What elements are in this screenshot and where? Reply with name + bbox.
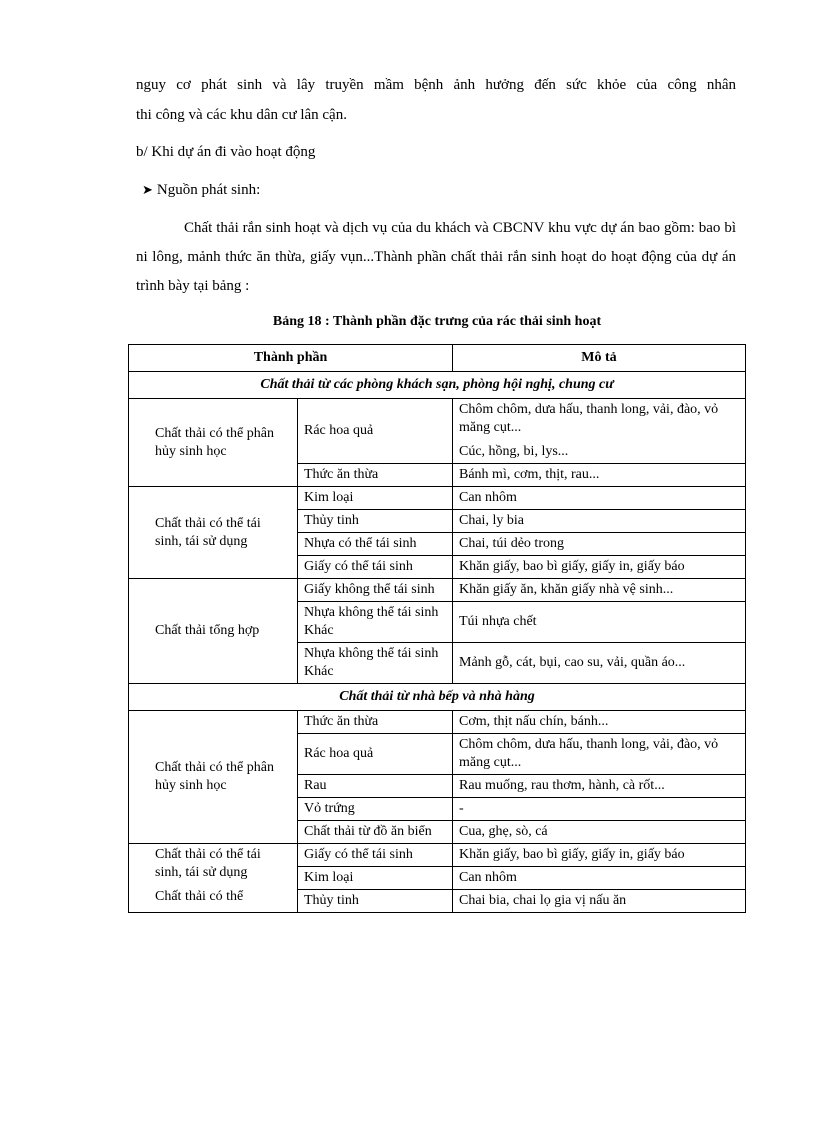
desc-cell: Can nhôm — [453, 867, 746, 890]
body-paragraph-text: Chất thải rắn sinh hoạt và dịch vụ của du khách và CBCNV khu vực dự án bao gồm: bao bì ni lông, mảnh thức ăn thừa, giấy vụn...Thành phần chất thải rắn sinh hoạt do hoạt động của dự án trình bày tại bảng : — [136, 220, 736, 294]
desc-cell: Túi nhựa chết — [453, 602, 746, 643]
group-cell: Chất thải có thể tái sinh, tái sử dụng — [129, 487, 298, 579]
bullet-heading-text: Nguồn phát sinh: — [156, 182, 261, 198]
item-cell: Kim loại — [298, 867, 453, 890]
section-row — [129, 684, 746, 711]
section-title: Chất thải từ nhà bếp và nhà hàng — [129, 684, 746, 711]
item-cell: Thức ăn thừa — [298, 711, 453, 734]
table-caption: Bảng 18 : Thành phần đặc trưng của rác thải sinh hoạt — [272, 314, 602, 329]
group-cell: Chất thải có thể phân hủy sinh học — [129, 399, 298, 487]
table-header-row — [129, 345, 746, 372]
item-cell: Rau — [298, 775, 453, 798]
group-cell — [129, 844, 298, 913]
desc-cell: Chai bia, chai lọ gia vị nấu ăn — [453, 890, 746, 913]
item-cell: Rác hoa quả — [298, 734, 453, 775]
item-cell: Giấy có thể tái sinh — [298, 556, 453, 579]
table-row — [129, 399, 746, 464]
desc-cell: Mảnh gỗ, cát, bụi, cao su, vải, quần áo... — [453, 643, 746, 684]
item-cell: Giấy không thể tái sinh — [298, 579, 453, 602]
item-cell: Nhựa không thể tái sinh Khác — [298, 602, 453, 643]
desc-text: Chôm chôm, dưa hấu, thanh long, vải, đào, vỏ măng cụt... — [459, 402, 719, 435]
waste-composition-table — [128, 344, 746, 913]
desc-cell: Bánh mì, cơm, thịt, rau... — [453, 464, 746, 487]
item-cell: Thức ăn thừa — [298, 464, 453, 487]
section-heading: b/ Khi dự án đi vào hoạt động — [136, 144, 316, 160]
item-cell: Giấy có thể tái sinh — [298, 844, 453, 867]
bullet-heading — [142, 175, 260, 205]
desc-cell: - — [453, 798, 746, 821]
group-cell: Chất thải tổng hợp — [129, 579, 298, 684]
section-row — [129, 372, 746, 399]
desc-cell: Cơm, thịt nấu chín, bánh... — [453, 711, 746, 734]
item-cell: Kim loại — [298, 487, 453, 510]
desc-cell: Cua, ghẹ, sò, cá — [453, 821, 746, 844]
arrow-bullet-icon: ➤ — [142, 182, 153, 197]
table-row — [129, 844, 746, 867]
section-title: Chất thải từ các phòng khách sạn, phòng hội nghị, chung cư — [129, 372, 746, 399]
item-cell: Thủy tinh — [298, 890, 453, 913]
desc-cell: Rau muống, rau thơm, hành, cà rốt... — [453, 775, 746, 798]
table-row — [129, 579, 746, 602]
item-cell: Nhựa có thể tái sinh — [298, 533, 453, 556]
item-cell: Nhựa không thể tái sinh Khác — [298, 643, 453, 684]
group-cell: Chất thải có thể phân hủy sinh học — [129, 711, 298, 844]
item-cell: Rác hoa quả — [298, 399, 453, 464]
header-component: Thành phần — [129, 345, 453, 372]
table-row — [129, 487, 746, 510]
body-paragraph-line: thi công và các khu dân cư lân cận. — [136, 107, 347, 123]
body-paragraph-line: nguy cơ phát sinh và lây truyền mầm bệnh ảnh hưởng đến sức khỏe của công nhân — [136, 77, 736, 93]
header-description: Mô tả — [453, 345, 746, 372]
item-cell: Vỏ trứng — [298, 798, 453, 821]
desc-cell: Khăn giấy, bao bì giấy, giấy in, giấy báo — [453, 844, 746, 867]
desc-cell: Chai, túi dẻo trong — [453, 533, 746, 556]
desc-cell: Chôm chôm, dưa hấu, thanh long, vải, đào, vỏ măng cụt... — [453, 734, 746, 775]
body-paragraph — [136, 214, 736, 301]
desc-text-2: Cúc, hồng, bi, lys... — [459, 444, 569, 459]
desc-cell — [453, 399, 746, 464]
item-cell: Thủy tinh — [298, 510, 453, 533]
group-name-cont: Chất thải có thể — [155, 889, 244, 904]
desc-cell: Khăn giấy ăn, khăn giấy nhà vệ sinh... — [453, 579, 746, 602]
desc-cell: Can nhôm — [453, 487, 746, 510]
page-bottom-margin — [0, 1024, 816, 1123]
desc-cell: Khăn giấy, bao bì giấy, giấy in, giấy báo — [453, 556, 746, 579]
item-cell: Chất thải từ đồ ăn biển — [298, 821, 453, 844]
table-row — [129, 711, 746, 734]
desc-cell: Chai, ly bia — [453, 510, 746, 533]
group-name: Chất thải có thể tái sinh, tái sử dụng — [155, 847, 261, 880]
